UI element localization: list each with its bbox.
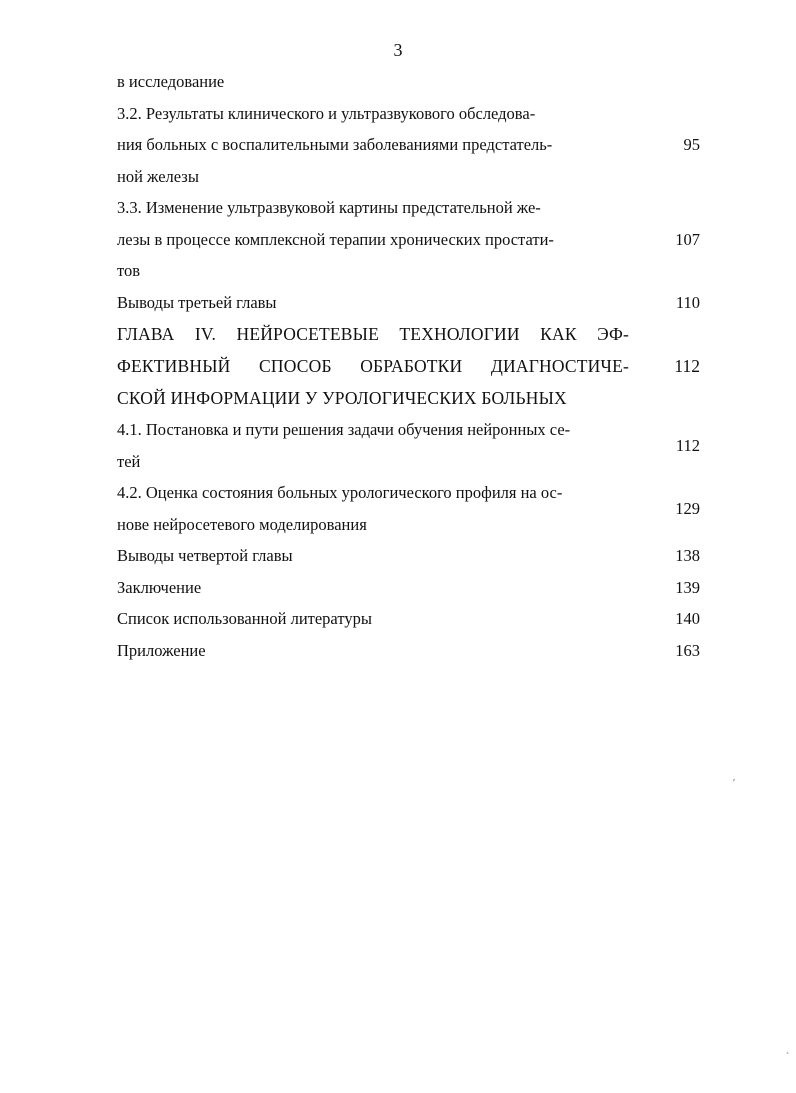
toc-entry-page: 139 xyxy=(675,577,700,597)
toc-entry-conclusion xyxy=(117,572,702,604)
page-number: 3 xyxy=(393,40,403,60)
toc-line: Список использованной литературы xyxy=(117,609,372,628)
table-of-contents xyxy=(117,66,702,666)
toc-entry-chapter-4 xyxy=(117,318,702,414)
toc-line: 3.3. Изменение ультразвуковой картины предстательной же- xyxy=(117,198,541,217)
toc-line: тов xyxy=(117,261,141,280)
scan-speck: ʹ xyxy=(733,778,736,789)
toc-entry-page: 112 xyxy=(674,356,700,376)
toc-entry-title xyxy=(117,66,629,98)
toc-entry-page: 138 xyxy=(675,546,700,565)
toc-entry-title xyxy=(117,572,629,604)
toc-line: ГЛАВА IV. НЕЙРОСЕТЕВЫЕ ТЕХНОЛОГИИ КАК ЭФ- xyxy=(117,324,629,344)
scan-speck: ˋ xyxy=(786,1052,790,1063)
toc-entry-chapter4-conclusions xyxy=(117,540,702,572)
toc-line: 4.2. Оценка состояния больных урологического профиля на ос- xyxy=(117,483,563,502)
toc-entry-4-2 xyxy=(117,477,702,540)
toc-line: Заключение xyxy=(117,577,202,597)
toc-line: ния больных с воспалительными заболеваниями предстатель- xyxy=(117,135,553,154)
toc-line: тей xyxy=(117,451,141,471)
toc-entry-3-2 xyxy=(117,98,702,193)
toc-entry-page: 112 xyxy=(675,435,700,455)
toc-entry-title xyxy=(117,603,629,635)
toc-entry-title xyxy=(117,477,629,540)
toc-line: 3.2. Результаты клинического и ультразвукового обследова- xyxy=(117,103,536,123)
toc-line: в исследование xyxy=(117,72,225,91)
toc-line: лезы в процессе комплексной терапии хронических простати- xyxy=(117,229,554,249)
toc-entry-chapter3-conclusions xyxy=(117,287,702,319)
toc-line: Выводы четвертой главы xyxy=(117,546,293,565)
toc-entry-title xyxy=(117,192,629,287)
toc-entry-title xyxy=(117,540,629,572)
toc-entry-4-1 xyxy=(117,414,702,477)
toc-entry-page: 95 xyxy=(683,135,700,154)
toc-entry-appendix xyxy=(117,635,702,667)
toc-line: нове нейросетевого моделирования xyxy=(117,514,367,534)
toc-entry-3-3 xyxy=(117,192,702,287)
toc-entry-title xyxy=(117,414,629,477)
toc-entry-intro-continuation xyxy=(117,66,702,98)
toc-entry-page: 140 xyxy=(675,609,700,628)
toc-entry-references xyxy=(117,603,702,635)
toc-entry-title xyxy=(117,318,629,414)
toc-entry-page: 163 xyxy=(675,640,700,660)
toc-entry-page: 110 xyxy=(675,292,700,312)
toc-line: ФЕКТИВНЫЙ СПОСОБ ОБРАБОТКИ ДИАГНОСТИЧЕ- xyxy=(117,356,629,376)
toc-entry-page: 107 xyxy=(675,229,700,249)
toc-line: 4.1. Постановка и пути решения задачи обучения нейронных се- xyxy=(117,420,571,439)
toc-line: СКОЙ ИНФОРМАЦИИ У УРОЛОГИЧЕСКИХ БОЛЬНЫХ xyxy=(117,388,567,408)
toc-line: ной железы xyxy=(117,166,199,186)
toc-line: Приложение xyxy=(117,640,206,660)
toc-entry-title xyxy=(117,287,629,319)
toc-line: Выводы третьей главы xyxy=(117,292,277,312)
toc-entry-page: 129 xyxy=(675,498,700,518)
toc-entry-title xyxy=(117,635,629,667)
toc-entry-title xyxy=(117,98,629,193)
